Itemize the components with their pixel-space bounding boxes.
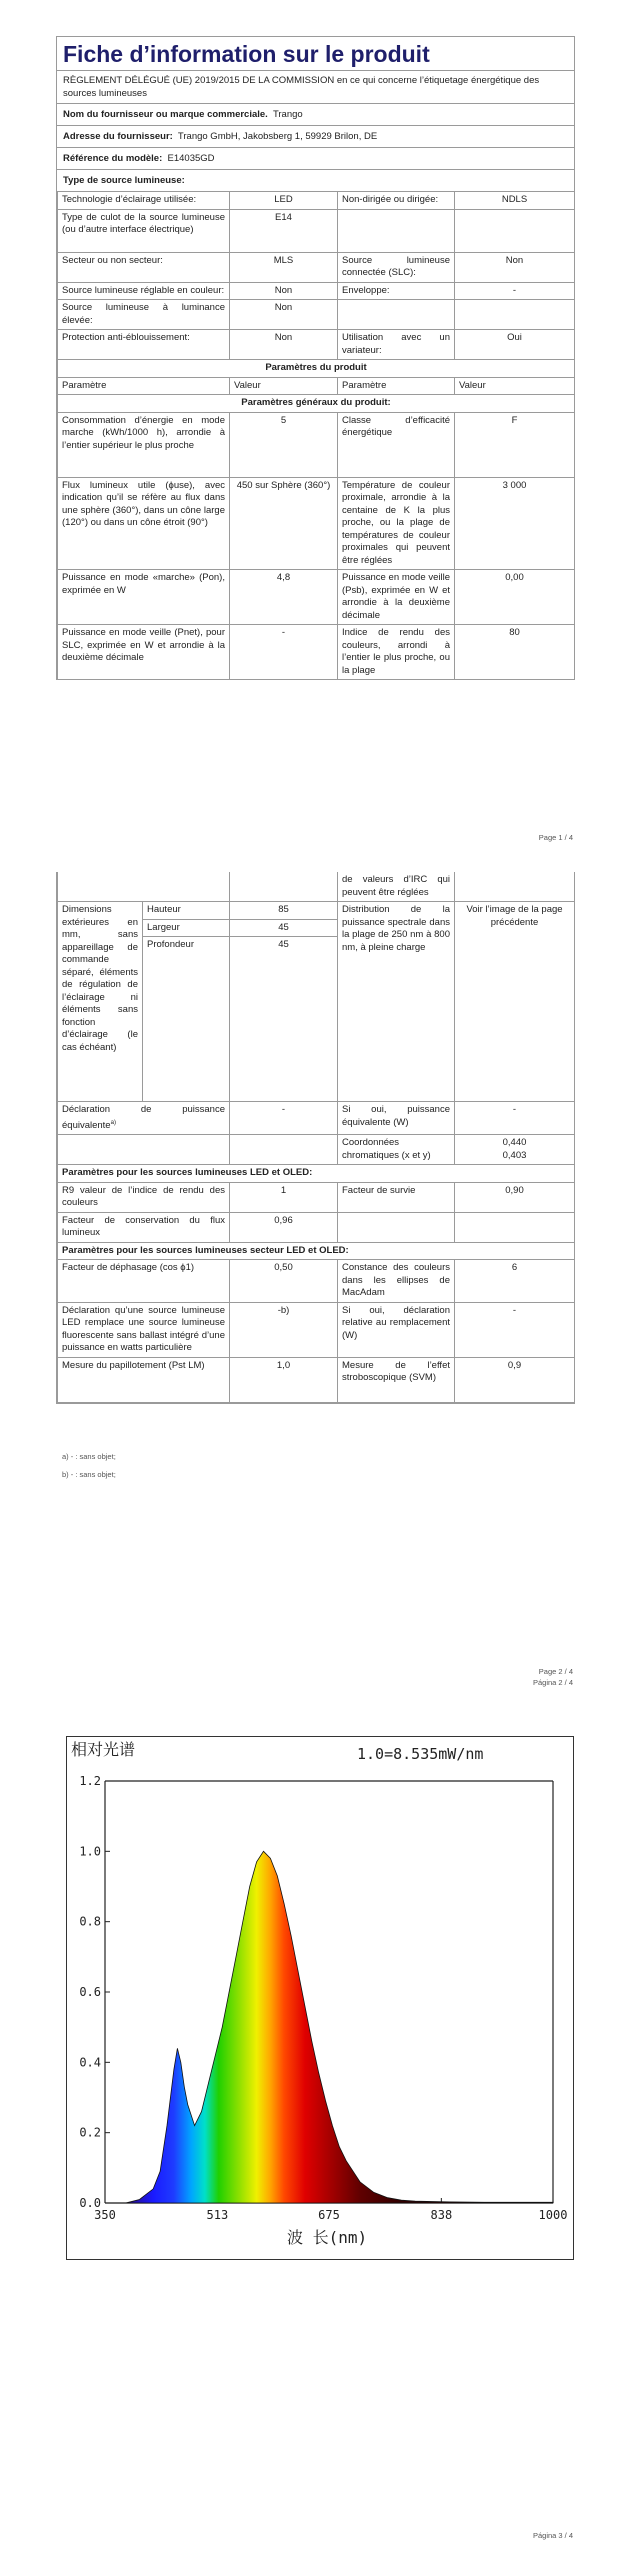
y-tick-label: 0.0 <box>79 2196 101 2210</box>
x-tick-label: 350 <box>94 2208 116 2222</box>
section-heading: Paramètres pour les sources lumineuses LED et OLED: <box>58 1165 575 1183</box>
param-label: Déclaration qu’une source lumineuse LED remplace une source lumineuse fluorescente sans ballast intégré d’une puissance en watts particulière <box>58 1302 230 1357</box>
param-label: R9 valeur de l’indice de rendu des couleurs <box>58 1182 230 1212</box>
type-label: Enveloppe: <box>338 282 455 300</box>
address-label: Adresse du fournisseur: <box>63 131 173 142</box>
page-number: Página 3 / 4 <box>532 2531 573 2540</box>
spd-value: Voir l’image de la page précédente <box>455 902 575 1102</box>
section-heading: Paramètres du produit <box>58 360 575 378</box>
param-value: 6 <box>455 1260 575 1303</box>
section-heading-row <box>58 395 575 413</box>
dimension-value: 45 <box>230 919 338 937</box>
spd-label: Distribution de la puissance spectrale dans la plage de 250 nm à 800 nm, à pleine charge <box>338 902 455 1102</box>
table-row <box>58 192 575 210</box>
param-label <box>338 1212 455 1242</box>
page-title: Fiche d’information sur le produit <box>57 37 574 71</box>
product-table-page1 <box>57 191 575 679</box>
type-label: Type de culot de la source lumineuse (ou d’autre interface électrique) <box>58 209 230 252</box>
product-sheet-page1 <box>56 36 575 680</box>
chroma-values: 0,440 0,403 <box>455 1135 575 1165</box>
param-value: - <box>455 1302 575 1357</box>
type-value: Oui <box>455 330 575 360</box>
param-label: Puissance en mode veille (Psb), exprimée en W et arrondie à la deuxième décimale <box>338 570 455 625</box>
table-row <box>58 477 575 570</box>
param-value: - <box>230 1102 338 1135</box>
type-value: Non <box>230 282 338 300</box>
model-label: Référence du modèle: <box>63 153 163 164</box>
param-value: 0,00 <box>455 570 575 625</box>
column-header: Valeur <box>455 377 575 395</box>
param-value: F <box>455 412 575 477</box>
dimension-name: Largeur <box>143 919 230 937</box>
type-label: Source lumineuse à luminance élevée: <box>58 300 230 330</box>
type-value: LED <box>230 192 338 210</box>
param-label: Facteur de survie <box>338 1182 455 1212</box>
y-tick-label: 1.2 <box>79 1774 101 1788</box>
param-value: 0,9 <box>455 1357 575 1402</box>
param-label: Indice de rendu des couleurs, arrondi à l’entier le plus proche, ou la plage <box>338 625 455 680</box>
type-value: Non <box>230 300 338 330</box>
address-row <box>57 126 574 148</box>
footnote-b: b) - : sans objet; <box>62 1470 116 1479</box>
x-tick-label: 675 <box>318 2208 340 2222</box>
param-label: Classe d’efficacité énergétique <box>338 412 455 477</box>
table-row <box>58 625 575 680</box>
type-value: MLS <box>230 252 338 282</box>
param-label: Puissance en mode veille (Pnet), pour SLC, exprimée en W et arrondie à la deuxième décimale <box>58 625 230 680</box>
type-label <box>338 300 455 330</box>
param-value: - <box>455 1102 575 1135</box>
table-row <box>58 570 575 625</box>
param-value: 0,50 <box>230 1260 338 1303</box>
table-row <box>58 872 575 902</box>
x-tick-label: 513 <box>206 2208 229 2222</box>
param-label: Constance des couleurs dans les ellipses de MacAdam <box>338 1260 455 1303</box>
model-row <box>57 148 574 170</box>
param-value: 1 <box>230 1182 338 1212</box>
type-value: NDLS <box>455 192 575 210</box>
param-value: 5 <box>230 412 338 477</box>
param-value: - <box>230 625 338 680</box>
section-heading-row <box>58 360 575 378</box>
type-label <box>338 209 455 252</box>
supplier-label: Nom du fournisseur ou marque commerciale. <box>63 109 268 120</box>
section-heading: Paramètres pour les sources lumineuses secteur LED et OLED: <box>58 1242 575 1260</box>
param-value: 0,96 <box>230 1212 338 1242</box>
dimensions-label: Dimensions extérieures en mm, sans appareillage de commande séparé, éléments de régulation de l’éclairage ni éléments sans fonction d’éclairage (le cas échéant) <box>58 902 143 1102</box>
type-label: Protection anti-éblouissement: <box>58 330 230 360</box>
dimension-name: Hauteur <box>143 902 230 920</box>
table-row <box>58 330 575 360</box>
column-header-row <box>58 377 575 395</box>
product-sheet-page2 <box>56 872 575 1404</box>
dimension-value: 85 <box>230 902 338 920</box>
param-label: Déclaration de puissance équivalente$^{a)}$ <box>58 1102 230 1135</box>
table-row <box>58 1260 575 1303</box>
dimension-value: 45 <box>230 937 338 1102</box>
supplier-value: Trango <box>272 109 303 120</box>
y-tick-label: 0.2 <box>79 2125 101 2140</box>
param-label: Puissance en mode «marche» (Pon), exprimée en W <box>58 570 230 625</box>
table-row <box>58 1135 575 1165</box>
param-value: 4,8 <box>230 570 338 625</box>
spectrum-chart-svg <box>67 1737 573 2259</box>
spectrum-series-area <box>105 1851 553 2203</box>
x-tick-label: 1000 <box>538 2208 568 2222</box>
param-label: Mesure de l’effet stroboscopique (SVM) <box>338 1357 455 1402</box>
param-value: 1,0 <box>230 1357 338 1402</box>
type-value <box>455 209 575 252</box>
supplier-row <box>57 104 574 126</box>
param-value <box>455 1212 575 1242</box>
table-row <box>58 252 575 282</box>
table-row <box>58 300 575 330</box>
param-label: Flux lumineux utile (ϕuse), avec indication qu’il se réfère au flux dans une sphère (360°), dans un cône large (120°) ou dans un cône étroit (90°) <box>58 477 230 570</box>
source-type-heading: Type de source lumineuse: <box>63 175 185 186</box>
product-table-page2 <box>57 872 575 1403</box>
type-label: Non-dirigée ou dirigée: <box>338 192 455 210</box>
type-value: Non <box>230 330 338 360</box>
param-label: Facteur de conservation du flux lumineux <box>58 1212 230 1242</box>
type-value: Non <box>455 252 575 282</box>
param-value: 450 sur Sphère (360°) <box>230 477 338 570</box>
y-tick-label: 0.8 <box>79 1914 101 1929</box>
table-row <box>58 412 575 477</box>
section-heading-row <box>58 1242 575 1260</box>
spectrum-chart <box>66 1736 574 2260</box>
page-number: Page 2 / 4 Página 2 / 4 <box>532 1667 573 1687</box>
column-header: Valeur <box>230 377 338 395</box>
type-label: Source lumineuse connectée (SLC): <box>338 252 455 282</box>
type-label: Secteur ou non secteur: <box>58 252 230 282</box>
type-label: Technologie d’éclairage utilisée: <box>58 192 230 210</box>
param-label: Consommation d’énergie en mode marche (kWh/1000 h), arrondie à l’entier supérieur le plus proche <box>58 412 230 477</box>
type-value <box>455 300 575 330</box>
type-value: E14 <box>230 209 338 252</box>
table-row <box>58 209 575 252</box>
table-row <box>58 1212 575 1242</box>
column-header: Paramètre <box>58 377 230 395</box>
dimension-name: Profondeur <box>143 937 230 1102</box>
chroma-label: Coordonnées chromatiques (x et y) <box>338 1135 455 1165</box>
param-label: Si oui, déclaration relative au remplacement (W) <box>338 1302 455 1357</box>
table-row <box>58 1102 575 1135</box>
footnote-a: a) - : sans objet; <box>62 1452 116 1461</box>
type-value: - <box>455 282 575 300</box>
param-value: 0,90 <box>455 1182 575 1212</box>
table-row <box>58 282 575 300</box>
x-axis-label: 波 长(nm) <box>287 2228 368 2247</box>
table-row <box>58 1302 575 1357</box>
chart-subtitle: 1.0=8.535mW/nm <box>357 1745 484 1763</box>
section-heading: Paramètres généraux du produit: <box>58 395 575 413</box>
param-label: Température de couleur proximale, arrondie à la centaine de K la plus proche, ou la plage de températures de couleur proximales qui peuvent être réglées <box>338 477 455 570</box>
param-value: 80 <box>455 625 575 680</box>
y-tick-label: 1.0 <box>79 1844 101 1859</box>
param-value: 3 000 <box>455 477 575 570</box>
column-header: Paramètre <box>338 377 455 395</box>
type-label: Source lumineuse réglable en couleur: <box>58 282 230 300</box>
param-label: Facteur de déphasage (cos ϕ1) <box>58 1260 230 1303</box>
chart-title: 相对光谱 <box>71 1740 136 1759</box>
regulation-text: RÈGLEMENT DÉLÉGUÉ (UE) 2019/2015 DE LA COMMISSION en ce qui concerne l’étiquetage énergétique des sources lumineuses <box>57 71 574 104</box>
model-value: E14035GD <box>167 153 215 164</box>
table-row <box>58 1357 575 1402</box>
y-tick-label: 0.6 <box>79 1985 101 1999</box>
page-number: Page 1 / 4 <box>538 833 573 842</box>
section-heading-row <box>58 1165 575 1183</box>
dimension-row <box>58 902 575 920</box>
param-label: Si oui, puissance équivalente (W) <box>338 1102 455 1135</box>
table-row <box>58 1182 575 1212</box>
page-2 <box>0 860 631 1710</box>
param-label: Mesure du papillotement (Pst LM) <box>58 1357 230 1402</box>
y-tick-label: 0.4 <box>79 2055 101 2070</box>
x-tick-label: 838 <box>430 2208 453 2222</box>
address-value: Trango GmbH, Jakobsberg 1, 59929 Brilon, DE <box>177 131 378 142</box>
type-label: Utilisation avec un variateur: <box>338 330 455 360</box>
page-1 <box>0 0 631 850</box>
param-value: -b) <box>230 1302 338 1357</box>
param-label: de valeurs d’IRC qui peuvent être réglées <box>338 872 455 902</box>
